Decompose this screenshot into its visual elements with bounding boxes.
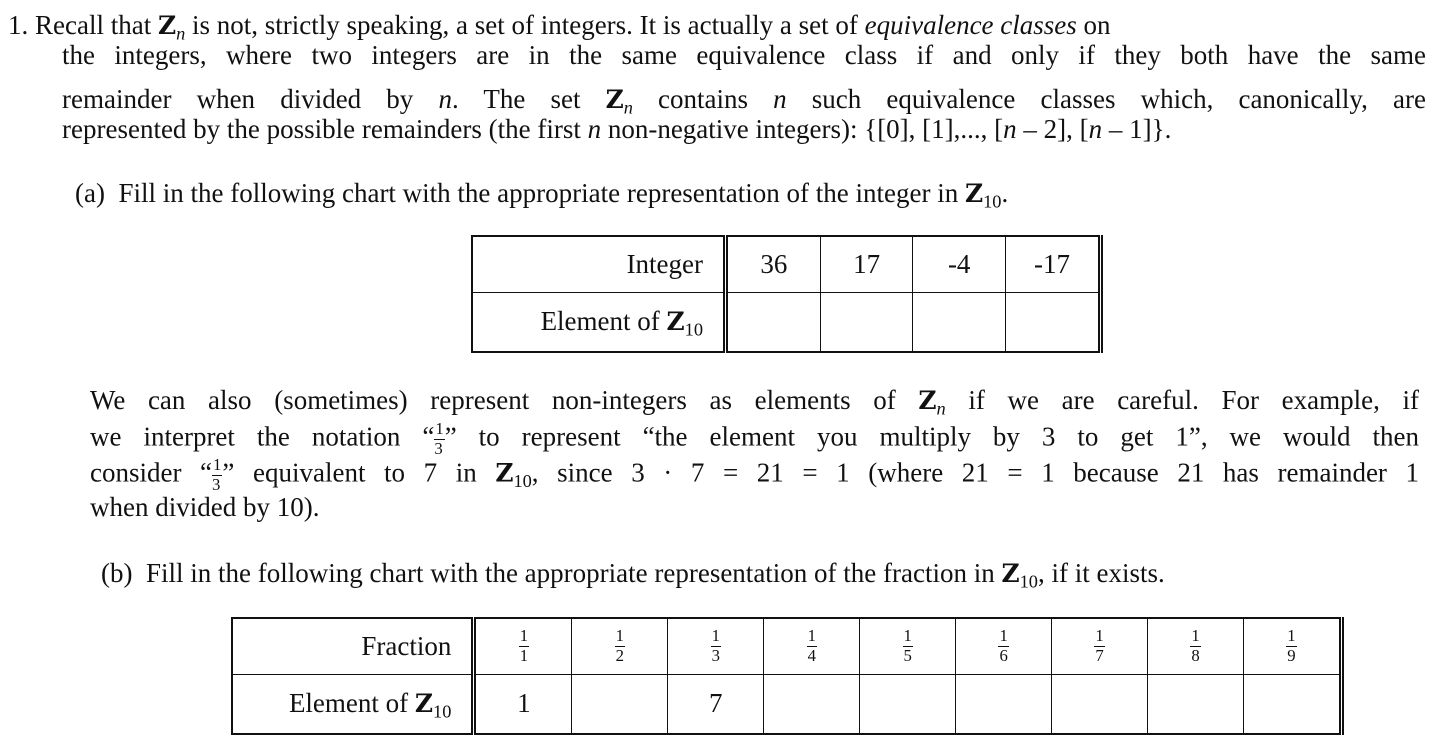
explanation-line-1: We can also (sometimes) represent non-integers as elements of $Z_n$ if we are careful. For example, if [90,385,1420,419]
answer-cell[interactable] [726,292,821,352]
answer-cell[interactable] [1005,292,1100,352]
integer-cell: 17 [820,236,913,292]
row-header-element: Element of $Z_{10}$ [472,292,726,352]
part-a-prompt: (a) Fill in the following chart with the appropriate representation of the integer in $Z_{10}$. [75,178,1009,212]
fraction-cell: $\frac{1}{4}$ [764,618,860,674]
answer-cell[interactable]: 7 [668,674,764,734]
fraction-cell: $\frac{1}{5}$ [860,618,956,674]
part-a-label: (a) [75,178,105,208]
answer-cell[interactable] [1243,674,1341,734]
fraction-cell: $\frac{1}{8}$ [1148,618,1244,674]
answer-cell[interactable]: 1 [474,674,572,734]
part-b-prompt: (b) Fill in the following chart with the appropriate representation of the fraction in $Z_{10}$, if it exists. [101,558,1165,592]
answer-cell[interactable] [860,674,956,734]
integer-table [471,235,1103,353]
problem-number: 1. [8,10,29,40]
answer-cell[interactable] [956,674,1052,734]
part-b-label: (b) [101,558,133,588]
answer-cell[interactable] [1148,674,1244,734]
fraction-one-third: $\frac{1}{3}$ [434,419,444,458]
explanation-line-2: we interpret the notation “ $\frac{1}{3}$ ” to represent “the element you multiply by 3 to get 1”, we would then [90,419,1419,458]
integer-cell: -17 [1005,236,1100,292]
answer-cell[interactable] [764,674,860,734]
answer-cell[interactable] [913,292,1006,352]
table-row [232,674,1342,734]
fraction-cell: $\frac{1}{9}$ [1243,618,1341,674]
problem-line-2: the integers, where two integers are in the same equivalence class if and only if they both have the same [62,40,1426,70]
answer-cell[interactable] [1052,674,1148,734]
fraction-table [231,617,1344,735]
table-row [472,236,1101,292]
problem-line-3: remainder when divided by n. The set $Z_n$ contains n such equivalence classes which, canonically, are [62,84,1426,118]
answer-cell[interactable] [572,674,668,734]
fraction-cell: $\frac{1}{6}$ [956,618,1052,674]
fraction-one-third: $\frac{1}{3}$ [212,455,222,494]
table-row [232,618,1342,674]
answer-cell[interactable] [820,292,913,352]
problem-line-1: 1. Recall that $Z_n$ is not, strictly speaking, a set of integers. It is actually a set of equivalence classes on [8,10,1111,44]
problem-line-4: represented by the possible remainders (the first n non-negative integers): {[0], [1],..., [n – 2], [n – 1]}. [62,114,1172,144]
fraction-cell: $\frac{1}{2}$ [572,618,668,674]
fraction-cell: $\frac{1}{1}$ [474,618,572,674]
integer-cell: 36 [726,236,821,292]
fraction-cell: $\frac{1}{7}$ [1052,618,1148,674]
fraction-cell: $\frac{1}{3}$ [668,618,764,674]
integer-cell: -4 [913,236,1006,292]
explanation-line-4: when divided by 10). [90,492,320,522]
row-header-fraction: Fraction [232,618,474,674]
table-row [472,292,1101,352]
row-header-integer: Integer [472,236,726,292]
row-header-element: Element of $Z_{10}$ [232,674,474,734]
emphasis: equivalence classes [864,10,1077,40]
explanation-line-3: consider “ $\frac{1}{3}$ ” equivalent to 7 in $Z_{10}$, since 3 · 7 = 21 = 1 (where 21 = 1 because 21 has remainder 1 [90,455,1420,494]
